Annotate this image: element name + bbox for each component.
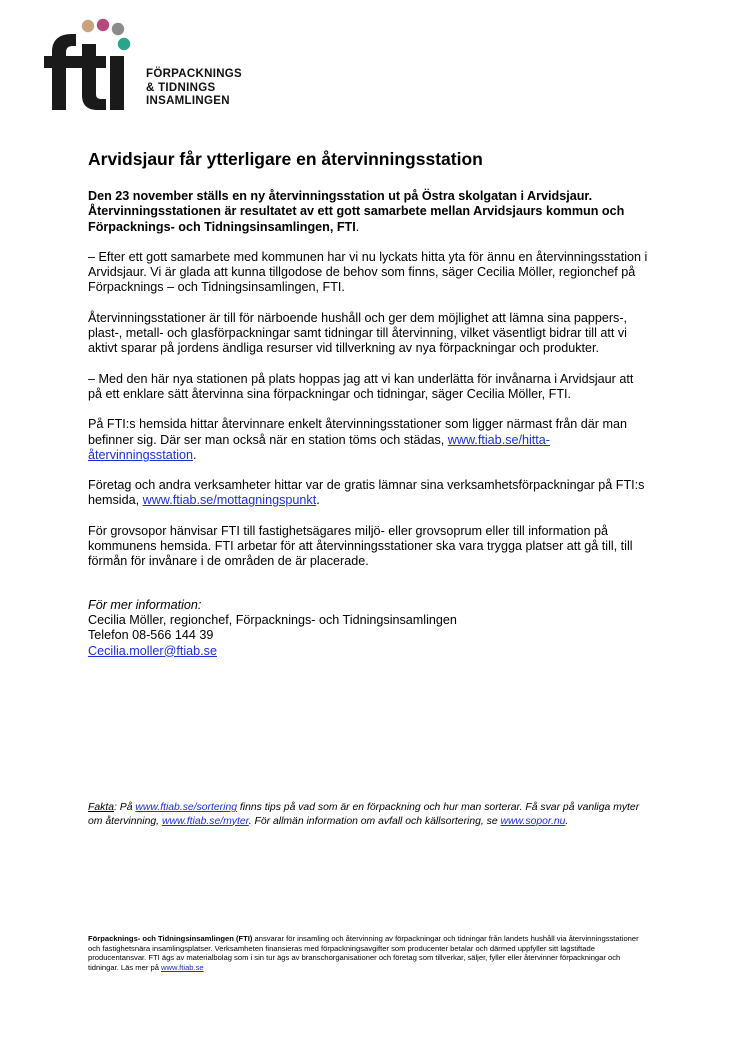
paragraph-5-end: . bbox=[316, 493, 320, 508]
myter-link[interactable]: www.ftiab.se/myter bbox=[161, 815, 249, 827]
logo-tagline bbox=[146, 68, 242, 109]
paragraph-4 bbox=[88, 417, 648, 463]
logo-line-3: INSAMLINGEN bbox=[146, 95, 230, 107]
fakta-text-4: . bbox=[565, 815, 569, 827]
fti-logo bbox=[42, 14, 272, 118]
fakta-label: Fakta bbox=[88, 802, 114, 813]
logo-dot-3 bbox=[112, 23, 124, 35]
logo-line-1: FÖRPACKNINGS bbox=[146, 68, 243, 80]
lead-text: Den 23 november ställs en ny återvinningsstation ut på Östra skolgatan i Arvidsjaur. Återvinningsstationen är resultatet av ett gott samarbete mellan Arvidsjaurs kommun och Förpacknings- och Tidningsinsamlingen, FTI bbox=[88, 189, 625, 234]
fti-logo-mark bbox=[42, 14, 146, 118]
footer-ftiab-link[interactable]: www.ftiab.se bbox=[161, 962, 204, 972]
lead-paragraph bbox=[88, 189, 648, 235]
contact-block bbox=[88, 598, 648, 659]
logo-dot-4 bbox=[118, 38, 130, 50]
paragraph-5-text: Företag och andra verksamheter hittar var de gratis lämnar sina verksamhetsförpackningar på FTI:s hemsida, bbox=[88, 478, 645, 508]
mottagningspunkt-link[interactable]: www.ftiab.se/mottagningspunkt bbox=[142, 493, 317, 508]
paragraph-2: Återvinningsstationer är till för närboende hushåll och ger dem möjlighet att lämna sina pappers-, plast-, metall- och glasförpackningar samt tidningar till återvinning, vilket väsentligt bidrar till att vi aktivt sparar på jordens ändliga resurser vid tillverkning av nya förpackningar och produkter. bbox=[88, 310, 628, 356]
paragraph-4-end: . bbox=[193, 447, 197, 462]
sortering-link[interactable]: www.ftiab.se/sortering bbox=[135, 802, 238, 813]
sopor-link[interactable]: www.sopor.nu bbox=[500, 815, 566, 827]
fakta-text-2: finns tips på vad som är en förpackning och hur man sorterar. Få svar på vanliga myter om återvinning, bbox=[88, 802, 640, 827]
lead-end: . bbox=[355, 219, 360, 234]
logo-letter-i bbox=[110, 56, 124, 110]
footer-text: ansvarar för insamling och återvinning av förpackningar och tidningar från landets hushåll via återvinningsstationer och fastighetsnära insamlingsplatser. Verksamheten finansieras med förpackningsavgifter som producenter betalar och därmed uppfyller sitt lagstiftade producentansvar. FTI ägs av materialbolag som i sin tur ägs av branschorganisationer och företag som tillverkar, säljer, fyller eller återvinner förpackningar och tidningar. Läs mer på bbox=[88, 934, 639, 972]
logo-letter-t bbox=[76, 44, 106, 110]
fakta-note bbox=[88, 801, 648, 828]
paragraph-6: För grovsopor hänvisar FTI till fastighetsägares miljö- eller grovsoprum eller till information på kommunens hemsida. FTI arbetar för att återvinningsstationer ska vara trygga platser att gå till, till förmån för invånare i de områden de är placerade. bbox=[88, 523, 633, 569]
footer-boilerplate bbox=[88, 934, 648, 972]
logo-dot-1 bbox=[82, 20, 94, 32]
contact-email-link[interactable]: Cecilia.moller@ftiab.se bbox=[88, 643, 217, 658]
contact-label: För mer information: bbox=[88, 597, 202, 612]
paragraph-4-text: På FTI:s hemsida hittar återvinnare enkelt återvinningsstationer som ligger närmast från där man befinner sig. Där ser man också när en station töms och städas, bbox=[88, 417, 627, 447]
fakta-text-1: : På bbox=[114, 802, 136, 813]
logo-dot-2 bbox=[97, 19, 109, 31]
paragraph-5 bbox=[88, 478, 648, 509]
paragraph-3: – Med den här nya stationen på plats hoppas jag att vi kan underlätta för invånarna i Arvidsjaur att på ett enklare sätt återvinna sina förpackningar och tidningar, säger Cecilia Möller, FTI. bbox=[88, 371, 634, 401]
article-title: Arvidsjaur får ytterligare en återvinningsstation bbox=[88, 149, 483, 169]
article-body bbox=[88, 148, 648, 659]
contact-name: Cecilia Möller, regionchef, Förpacknings- och Tidningsinsamlingen bbox=[88, 612, 457, 627]
paragraph-1: – Efter ett gott samarbete med kommunen har vi nu lyckats hitta yta för ännu en återvinningsstation i Arvidsjaur. Vi är glada att kunna tillgodose de behov som finns, säger Cecilia Möller, regionchef på Förpacknings – och Tidningsinsamlingen, FTI. bbox=[88, 249, 648, 295]
logo-line-2: & TIDNINGS bbox=[146, 81, 216, 94]
logo-letter-f bbox=[44, 34, 76, 110]
fakta-text-3: . För allmän information om avfall och källsortering, se bbox=[248, 815, 501, 827]
footer-org: Förpacknings- och Tidningsinsamlingen (FTI) bbox=[88, 934, 253, 943]
contact-phone: Telefon 08-566 144 39 bbox=[88, 628, 214, 643]
hitta-station-link[interactable]: www.ftiab.se/hitta-återvinningsstation bbox=[88, 432, 550, 462]
